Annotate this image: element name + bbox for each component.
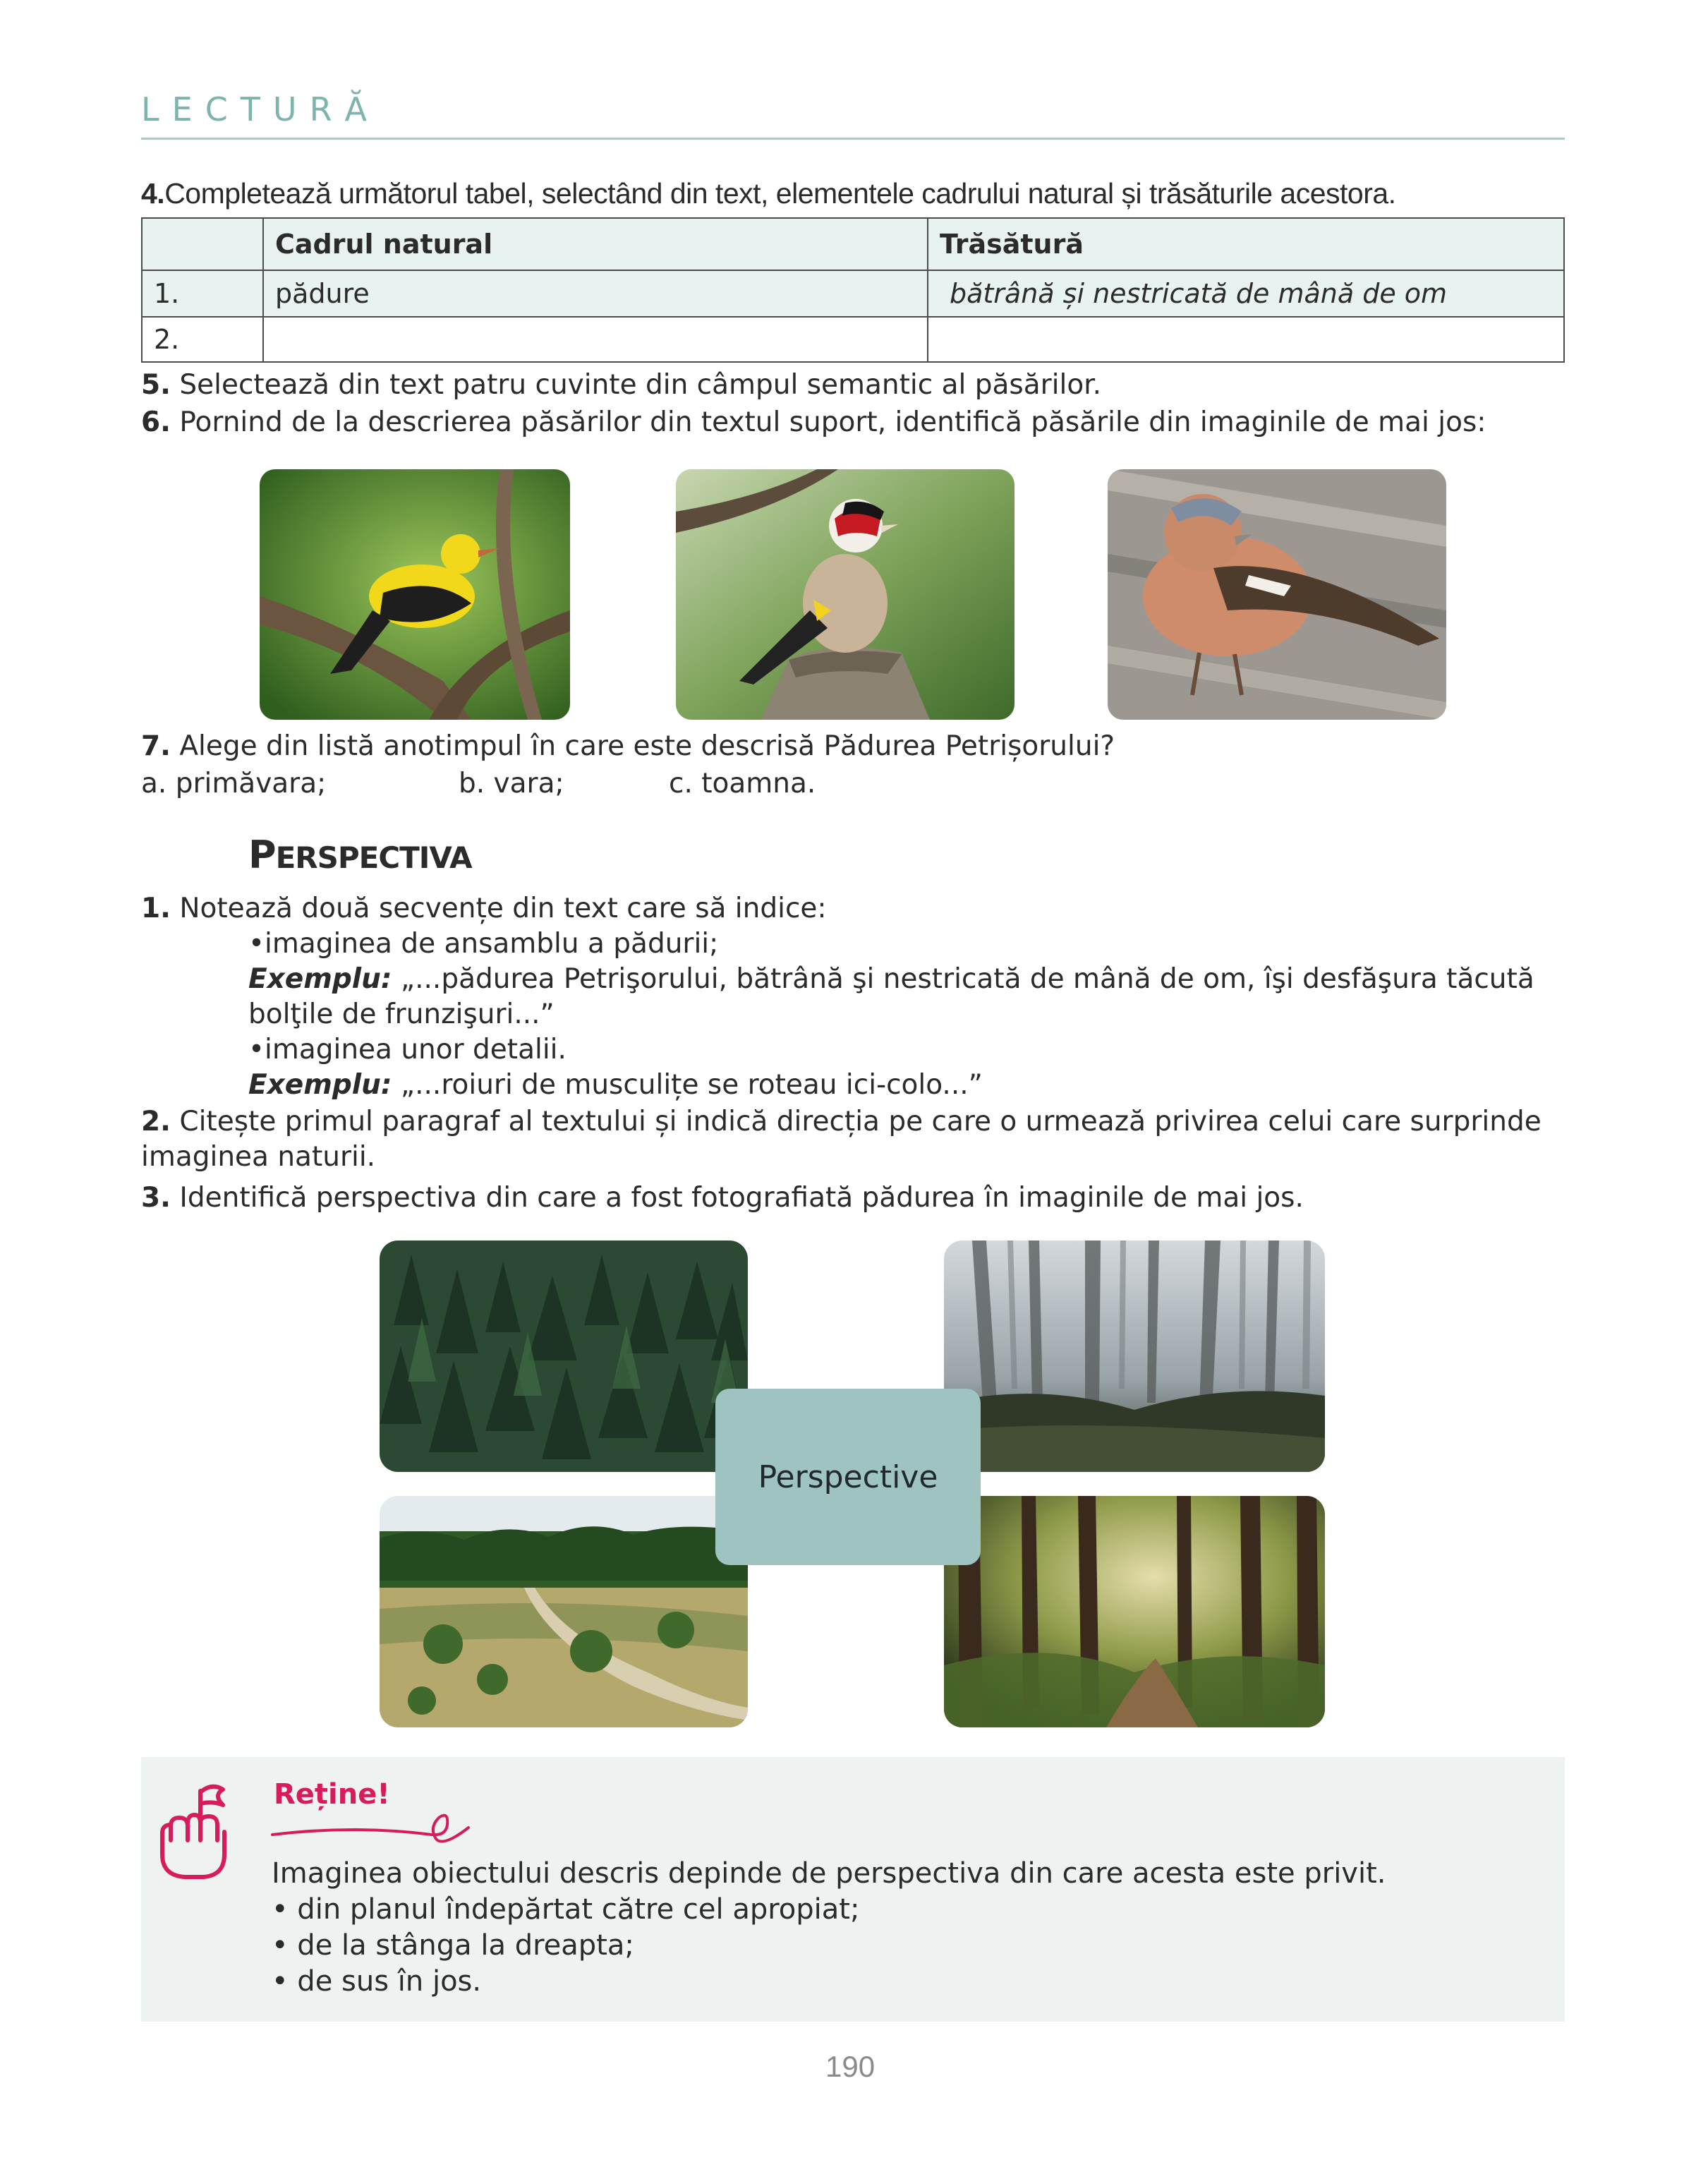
- table-row: [142, 270, 1564, 317]
- table-header-cell: [142, 218, 263, 270]
- underline-flourish-icon: [269, 1804, 474, 1846]
- bullet-overview: •imaginea de ansamblu a pădurii;: [248, 928, 719, 960]
- question-text: Selectează din text patru cuvinte din câmpul semantic al păsărilor.: [179, 369, 1102, 401]
- perspective-question-1: [141, 891, 827, 927]
- question-number: 4.: [141, 177, 165, 210]
- header-divider: [141, 138, 1565, 140]
- table-cell[interactable]: [928, 317, 1564, 362]
- list-item: • din planul îndepărtat către cel apropiat;: [272, 1893, 860, 1926]
- forest-photo-foggy: [944, 1241, 1325, 1472]
- question-text: Identifică perspectiva din care a fost fotografiată pădurea în imaginile de mai jos.: [179, 1182, 1304, 1214]
- title-rest: ERSPECTIVA: [275, 840, 472, 875]
- perspective-question-2-continued: imaginea naturii.: [141, 1141, 376, 1173]
- table-cell: 1.: [142, 270, 263, 317]
- perspective-label-box: Perspective: [715, 1389, 981, 1565]
- question-7: [141, 728, 1115, 765]
- title-initial: P: [248, 833, 276, 877]
- table-row: [142, 317, 1564, 362]
- list-item: • de la stânga la dreapta;: [272, 1929, 634, 1962]
- natural-setting-table: [141, 217, 1565, 363]
- retine-intro: Imaginea obiectului descris depinde de perspectiva din care acesta este privit.: [272, 1857, 1386, 1890]
- bird-photo-goldfinch: [676, 469, 1014, 720]
- question-number: 1.: [141, 893, 171, 924]
- example-1-continued: bolţile de frunzişuri...”: [248, 998, 555, 1030]
- question-text: Citește primul paragraf al textului și indică direcția pe care o urmează privirea celui care surprinde: [179, 1106, 1542, 1137]
- option-b[interactable]: b. vara;: [459, 768, 564, 799]
- question-number: 5.: [141, 369, 171, 401]
- section-header: LECTURĂ: [141, 90, 380, 128]
- retine-title: Reține!: [274, 1778, 390, 1811]
- forest-photo-aerial: [380, 1241, 748, 1472]
- table-cell: 2.: [142, 317, 263, 362]
- question-6: [141, 404, 1486, 441]
- question-text: Pornind de la descrierea păsărilor din textul suport, identifică păsările din imaginile de mai jos:: [179, 406, 1486, 438]
- finger-ribbon-icon: [157, 1777, 234, 1883]
- bird-photo-chaffinch: [1108, 469, 1446, 720]
- bullet-details: •imaginea unor detalii.: [248, 1034, 567, 1066]
- example-label: Exemplu:: [248, 963, 392, 995]
- question-5: [141, 367, 1101, 404]
- question-number: 7.: [141, 730, 171, 762]
- bird-photo-oriole: [260, 469, 570, 720]
- forest-photo-meadow: [380, 1496, 748, 1727]
- perspective-question-2: [141, 1104, 1542, 1140]
- section-title: [248, 833, 472, 877]
- example-text: „...roiuri de musculițe se roteau ici-colo...”: [392, 1069, 983, 1101]
- question-text: Completează următorul tabel, selectând din text, elementele cadrului natural și trăsăturile acestora.: [164, 177, 1396, 210]
- example-2: [248, 1067, 983, 1104]
- option-c[interactable]: c. toamna.: [669, 768, 816, 799]
- table-header-row: [142, 218, 1564, 270]
- page-number: 190: [825, 2050, 876, 2083]
- question-number: 2.: [141, 1106, 171, 1137]
- table-cell: pădure: [263, 270, 928, 317]
- example-1: [248, 961, 1534, 998]
- question-4: [141, 175, 1573, 212]
- option-a[interactable]: a. primăvara;: [141, 768, 327, 799]
- example-label: Exemplu:: [248, 1069, 392, 1101]
- question-number: 3.: [141, 1182, 171, 1214]
- table-header-cell: Cadrul natural: [263, 218, 928, 270]
- forest-photo-trunks: [944, 1496, 1325, 1727]
- list-item: • de sus în jos.: [272, 1965, 482, 1998]
- table-header-cell: Trăsătură: [928, 218, 1564, 270]
- question-number: 6.: [141, 406, 171, 438]
- table-cell: bătrână și nestricată de mână de om: [928, 270, 1564, 317]
- perspective-question-3: [141, 1180, 1304, 1217]
- table-cell[interactable]: [263, 317, 928, 362]
- question-text: Notează două secvențe din text care să indice:: [179, 893, 827, 924]
- retine-content: [272, 1856, 1386, 2000]
- example-text: „...pădurea Petrişorului, bătrână şi nestricată de mână de om, îşi desfăşura tăcută: [392, 963, 1534, 995]
- question-text: Alege din listă anotimpul în care este descrisă Pădurea Petrișorului?: [179, 730, 1115, 762]
